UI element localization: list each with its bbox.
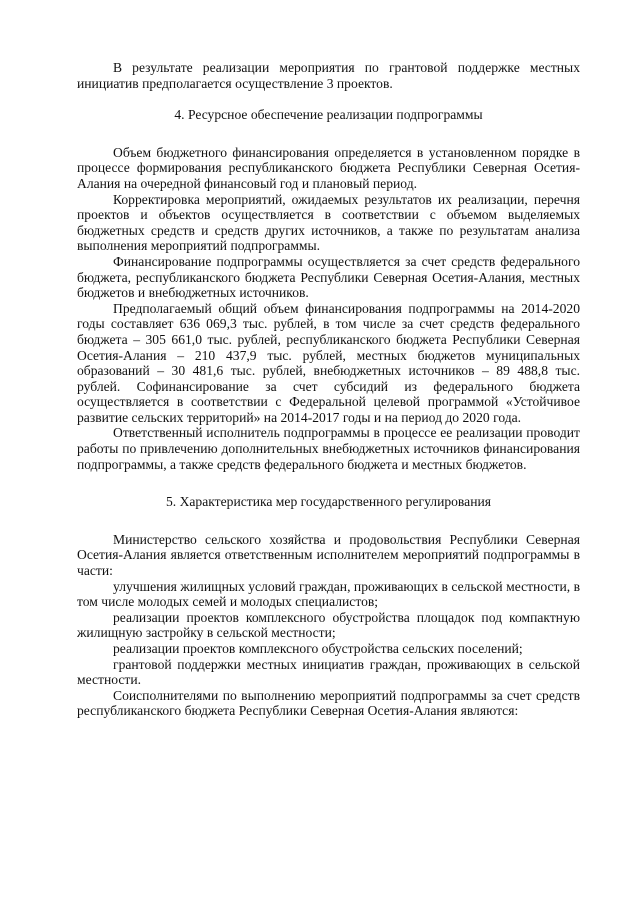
section-5-paragraph-5: грантовой поддержки местных инициатив граждан, проживающих в сельской местности. xyxy=(77,656,580,688)
section-4-paragraph-3: Финансирование подпрограммы осуществляется за счет средств федерального бюджета, республиканского бюджета Республики Северная Осетия-Алания, местных бюджетов и внебюджетных источников. xyxy=(77,253,580,301)
section-5-paragraph-1: Министерство сельского хозяйства и продовольствия Республики Северная Осетия-Алания является ответственным исполнителем мероприятий подпрограммы в части: xyxy=(77,531,580,579)
section-5-paragraph-3: реализации проектов комплексного обустройства площадок под компактную жилищную застройку в сельской местности; xyxy=(77,609,580,641)
intro-paragraph: В результате реализации мероприятия по грантовой поддержке местных инициатив предполагается осуществление 3 проектов. xyxy=(77,60,580,91)
section-4-paragraph-4: Предполагаемый общий объем финансирования подпрограммы на 2014-2020 годы составляет 636 069,3 тыс. рублей, в том числе за счет средств федерального бюджета – 305 661,0 тыс. рублей, республиканского бюджета Республики Северная Осетия-Алания – 210 437,9 тыс. рублей, местных бюджетов муниципальных образований – 30 481,6 тыс. рублей, внебюджетных источников – 89 488,8 тыс. рублей. Софинансирование за счет субсидий из федерального бюджета осуществляется в соответствии с Федеральной целевой программой «Устойчивое развитие сельских территорий» на 2014-2017 годы и на период до 2020 года. xyxy=(77,300,580,425)
section-5-paragraph-4: реализации проектов комплексного обустройства сельских поселений; xyxy=(113,641,523,656)
section-4-paragraph-2: Корректировка мероприятий, ожидаемых результатов их реализации, перечня проектов и объектов осуществляется в соответствии с объемом выделяемых бюджетных средств и средств других источников, а также по результатам анализа выполнения мероприятий подпрограммы. xyxy=(77,191,580,254)
section-4-heading: 4. Ресурсное обеспечение реализации подпрограммы xyxy=(174,107,483,123)
section-5-heading: 5. Характеристика мер государственного регулирования xyxy=(165,494,492,510)
section-5-paragraph-6: Соисполнителями по выполнению мероприятий подпрограммы за счет средств республиканского бюджета Республики Северная Осетия-Алания являются: xyxy=(77,687,580,719)
section-4-paragraph-5: Ответственный исполнитель подпрограммы в процессе ее реализации проводит работы по привлечению дополнительных внебюджетных источников финансирования подпрограммы, а также средств федерального бюджета и местных бюджетов. xyxy=(77,425,580,472)
section-4-paragraph-1: Объем бюджетного финансирования определяется в установленном порядке в процессе формирования республиканского бюджета Республики Северная Осетия-Алания на очередной финансовый год и плановый период. xyxy=(77,144,580,191)
document-body xyxy=(77,60,580,719)
section-5-paragraph-2: улучшения жилищных условий граждан, проживающих в сельской местности, в том числе молодых семей и молодых специалистов; xyxy=(77,578,580,610)
